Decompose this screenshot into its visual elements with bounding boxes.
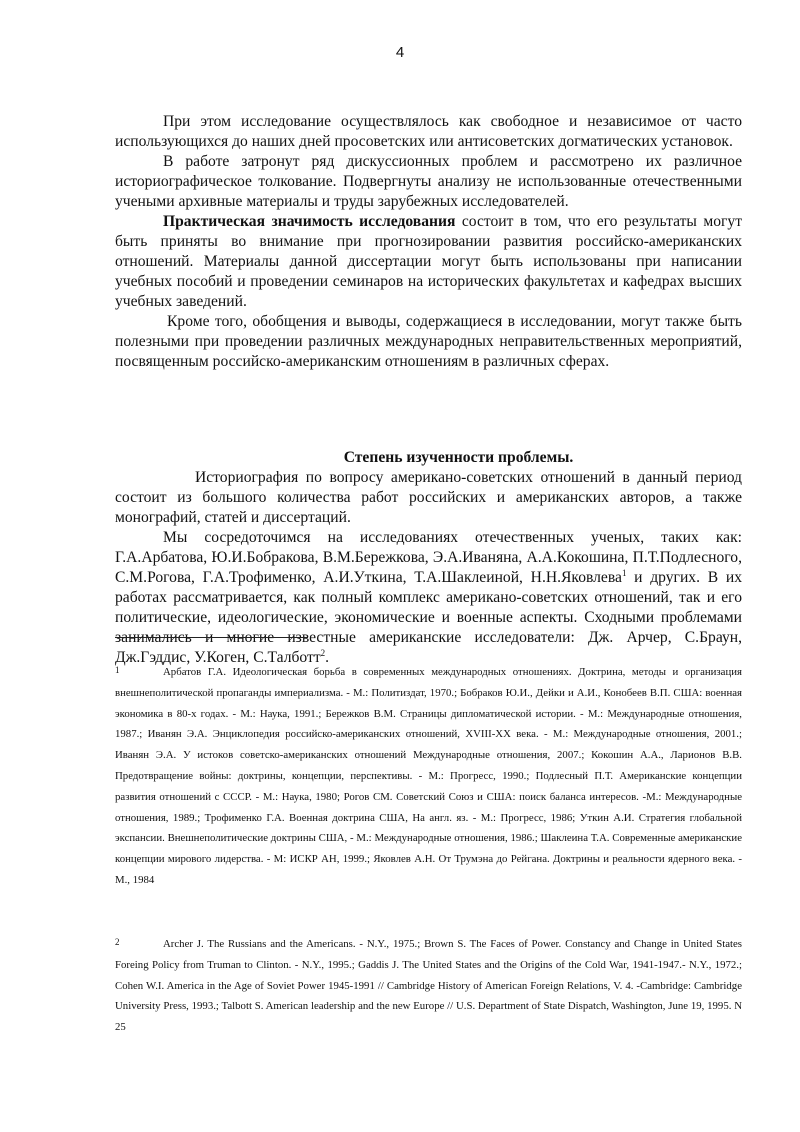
paragraph-practical-significance [115,212,742,312]
paragraph-discussion: В работе затронут ряд дискуссионных проблем и рассмотрено их различное историографическое толкование. Подвергнуты анализу не использованные отечественными учеными архивные материалы и труды зарубежных исследователей. [115,153,742,210]
paragraph-scholars [115,528,742,668]
footnote-number: 1 [115,665,120,675]
footnote-ref-2[interactable]: 2 [320,647,326,658]
scholars-list: Мы сосредоточимся на исследованиях отечественных ученых, таких как: Г.А.Арбатова, Ю.И.Бобракова, В.М.Бережкова, Э.А.Иваняна, А.А.Кокошина, П.Т.Подлесного, С.М.Рогова, Г.А.Трофименко, А.И.Уткина, Т.А.Шаклеиной, Н.Н.Яковлева [115,529,742,586]
paragraph-generalizations: Кроме того, обобщения и выводы, содержащиеся в исследовании, могут также быть полезными при проведении различных международных неправительственных мероприятий, посвященным российско-американским отношениям в различных сферах. [115,313,742,370]
practical-significance-text: состоит в том, что его результаты могут быть приняты во внимание при прогнозировании развития российско-американских отношений. Материалы данной диссертации могут быть использованы при написании учебных пособий и проведении семинаров на исторических факультетах и кафедрах высших учебных заведений. [115,213,743,310]
footnote-text: Арбатов Г.А. Идеологическая борьба в современных международных отношениях. Доктрина, методы и организация внешнеполитической пропаганды империализма. - М.: Политиздат, 1970.; Бобраков Ю.И., Дейки и А.И., Конобеев В.П. США: военная экономика в 80-х годах. - М.: Наука, 1991.; Бережков В.М. Страницы дипломатической истории. - М.: Международные отношения, 1987.; Иванян Э.А. Энциклопедия российско-американских отношений, XVIII-XX века. - М.: Международные отношения, 2001.; Иванян Э.А. У истоков советско-американских отношений Международные отношения, 2007.; Кокошин А.А., Ларионов В.В. Предотвращение войны: доктрины, концепции, перспективы. - М.: Прогресс, 1990.; Подлесный П.Т. Американские концепции развития отношений с СССР. - М.: Наука, 1980; Рогов СМ. Советский Союз и США: поиск баланса интересов. -М.: Международные отношения, 1989.; Трофименко Г.А. Военная доктрина США, На англ. яз. - М.: Прогресс, 1986; Уткин А.И. Стратегия глобальной экспансии. Внешнеполитические доктрины США, - М.: Международные отношения, 1986.; Шаклеина Т.А. Современные американские концепции мирового лидерства. - М: ИСКР АН, 1999.; Яковлев А.Н. От Трумэна до Рейгана. Доктрины и реальности ядерного века. - М., 1984 [115,666,742,886]
section-heading: Степень изученности проблемы. [343,449,574,466]
footnote-text: Archer J. The Russians and the Americans. - N.Y., 1975.; Brown S. The Faces of Power. Constancy and Change in United States Foreing Policy from Truman to Clinton. - N.Y., 1995.; Gaddis J. The United States and the Origins of the Cold War, 1941-1947.- N.Y., 1972.; Cohen W.I. America in the Age of Soviet Power 1945-1991 // Cambridge History of American Foreign Relations, V. 4. -Cambridge: Cambridge University Press, 1993.; Talbott S. American leadership and the new Europe // U.S. Department of State Dispatch, Washington, June 19, 1995. N 25 [115,938,742,1034]
footnote-number: 2 [115,937,120,947]
scholars-text: и других. В их работах рассматривается, как полный комплекс американо-советских отношений, так и его политические, идеологические, экономические и военные аспекты. Сходными проблемами занимались и многие известные американские исследователи: Дж. Арчер, С.Браун, Дж.Гэддис, У.Коген, С.Талботт [115,569,742,666]
paragraph-historiography: Историография по вопросу американо-советских отношений в данный период состоит из большого количества работ российских и американских авторов, а также монографий, статей и диссертаций. [115,469,742,526]
main-text [115,112,742,668]
practical-significance-term: Практическая значимость исследования [163,213,456,230]
scholars-end: . [325,649,330,666]
page-number: 4 [395,44,405,61]
footnote-separator [115,637,308,638]
footnote-1 [115,662,742,891]
footnote-2 [115,934,742,1038]
footnote-ref-1[interactable]: 1 [621,567,627,578]
paragraph-approach: При этом исследование осуществлялось как свободное и независимое от часто использующихся до наших дней просоветских или антисоветских догматических установок. [115,113,742,150]
